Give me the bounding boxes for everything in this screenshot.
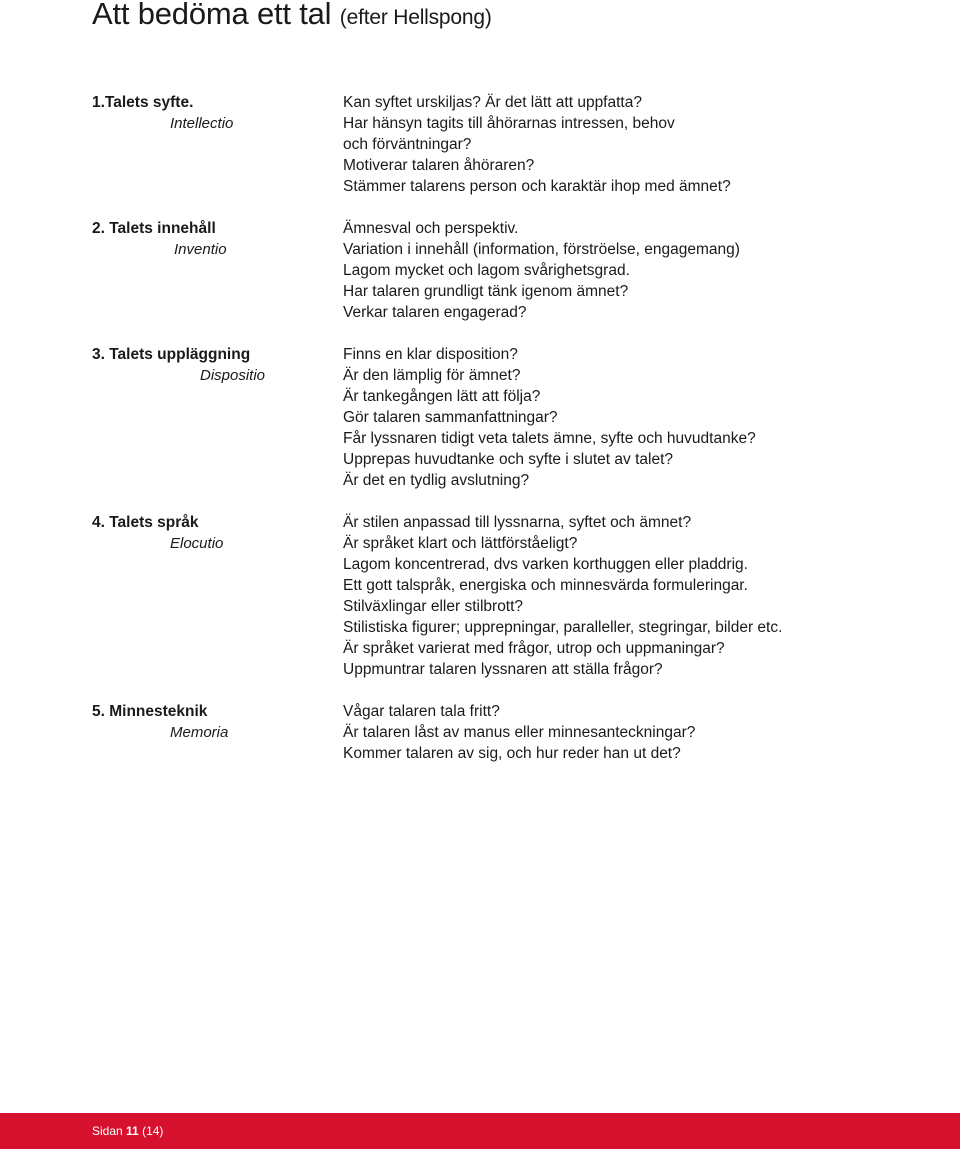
page-indicator (92, 1124, 163, 1138)
question-line: Är stilen anpassad till lyssnarna, syftet och ämnet? (343, 514, 692, 531)
page-label: Sidan (92, 1124, 123, 1138)
question-line: Finns en klar disposition? (343, 346, 518, 363)
section-questions (343, 92, 943, 197)
section-label (92, 218, 332, 260)
section-questions (343, 218, 943, 323)
title-text: Att bedöma ett tal (92, 0, 332, 31)
section-latin-term: Intellectio (170, 115, 234, 132)
section-latin-term: Memoria (170, 724, 229, 741)
question-line: Är talaren låst av manus eller minnesanteckningar? (343, 724, 696, 741)
page-total: (14) (142, 1124, 164, 1138)
question-line: Är språket varierat med frågor, utrop och uppmaningar? (343, 640, 725, 657)
section-latin-term: Inventio (174, 241, 227, 258)
section-heading: 1.Talets syfte. (92, 94, 194, 111)
section-latin-term: Elocutio (170, 535, 224, 552)
question-line: Är språket klart och lättförståeligt? (343, 535, 578, 552)
section-questions (343, 344, 943, 491)
section-label (92, 92, 332, 134)
section-label (92, 701, 332, 743)
question-line: Stämmer talarens person och karaktär ihop med ämnet? (343, 178, 731, 195)
footer-bar (0, 1113, 960, 1149)
question-line: Vågar talaren tala fritt? (343, 703, 500, 720)
question-line: Har talaren grundligt tänk igenom ämnet? (343, 283, 629, 300)
question-line: Är tankegången lätt att följa? (343, 388, 541, 405)
question-line: Kan syftet urskiljas? Är det lätt att uppfatta? (343, 94, 642, 111)
question-line: Upprepas huvudtanke och syfte i slutet av talet? (343, 451, 674, 468)
question-line: Uppmuntrar talaren lyssnaren att ställa frågor? (343, 661, 663, 678)
title-subtitle: (efter Hellspong) (339, 6, 492, 29)
section-heading: 4. Talets språk (92, 514, 199, 531)
section-label (92, 512, 332, 554)
question-line: Ämnesval och perspektiv. (343, 220, 519, 237)
question-line: Får lyssnaren tidigt veta talets ämne, syfte och huvudtanke? (343, 430, 756, 447)
section-questions (343, 512, 943, 680)
question-line: Lagom mycket och lagom svårighetsgrad. (343, 262, 630, 279)
page-number: 11 (126, 1124, 139, 1138)
question-line: och förväntningar? (343, 136, 472, 153)
question-line: Är det en tydlig avslutning? (343, 472, 530, 489)
question-line: Motiverar talaren åhöraren? (343, 157, 535, 174)
question-line: Gör talaren sammanfattningar? (343, 409, 558, 426)
section-heading: 5. Minnesteknik (92, 703, 208, 720)
section-heading: 2. Talets innehåll (92, 220, 216, 237)
section-questions (343, 701, 943, 764)
question-line: Kommer talaren av sig, och hur reder han ut det? (343, 745, 681, 762)
section-heading: 3. Talets uppläggning (92, 346, 251, 363)
page-title (92, 0, 492, 32)
section-latin-term: Dispositio (200, 367, 266, 384)
section-label (92, 344, 332, 386)
question-line: Är den lämplig för ämnet? (343, 367, 521, 384)
question-line: Stilväxlingar eller stilbrott? (343, 598, 524, 615)
question-line: Ett gott talspråk, energiska och minnesvärda formuleringar. (343, 577, 748, 594)
question-line: Lagom koncentrerad, dvs varken korthuggen eller pladdrig. (343, 556, 748, 573)
question-line: Stilistiska figurer; upprepningar, paralleller, stegringar, bilder etc. (343, 619, 783, 636)
question-line: Variation i innehåll (information, förströelse, engagemang) (343, 241, 740, 258)
question-line: Har hänsyn tagits till åhörarnas intressen, behov (343, 115, 675, 132)
question-line: Verkar talaren engagerad? (343, 304, 527, 321)
